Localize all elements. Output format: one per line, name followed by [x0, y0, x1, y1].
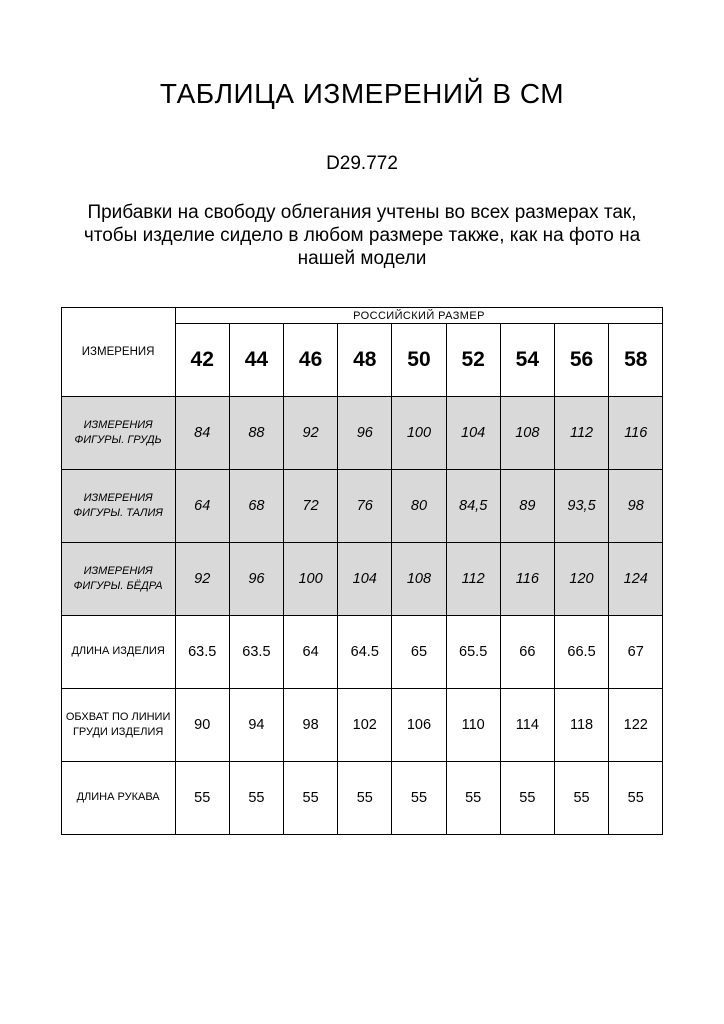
value-cell: 88: [229, 397, 283, 470]
table-row: [61, 762, 663, 835]
value-cell: 98: [284, 689, 338, 762]
size-header-48: 48: [338, 324, 392, 397]
value-cell: 65: [392, 616, 446, 689]
value-cell: 100: [284, 543, 338, 616]
value-cell: 64: [175, 470, 229, 543]
fit-note: Прибавки на свободу облегания учтены во всех размерах так, чтобы изделие сидело в любом размере также, как на фото на нашей модели: [83, 202, 641, 269]
value-cell: 116: [609, 397, 663, 470]
table-row: [61, 397, 663, 470]
value-cell: 108: [392, 543, 446, 616]
table-row: [61, 543, 663, 616]
value-cell: 84: [175, 397, 229, 470]
value-cell: 63.5: [229, 616, 283, 689]
value-cell: 68: [229, 470, 283, 543]
row-label: ИЗМЕРЕНИЯ ФИГУРЫ. БЁДРА: [61, 543, 175, 616]
value-cell: 72: [284, 470, 338, 543]
value-cell: 116: [500, 543, 554, 616]
size-header-58: 58: [609, 324, 663, 397]
value-cell: 65.5: [446, 616, 500, 689]
value-cell: 66: [500, 616, 554, 689]
row-label: ДЛИНА ИЗДЕЛИЯ: [61, 616, 175, 689]
value-cell: 110: [446, 689, 500, 762]
size-header-50: 50: [392, 324, 446, 397]
value-cell: 89: [500, 470, 554, 543]
value-cell: 80: [392, 470, 446, 543]
row-label: ОБХВАТ ПО ЛИНИИ ГРУДИ ИЗДЕЛИЯ: [61, 689, 175, 762]
measurements-header-cell: ИЗМЕРЕНИЯ: [61, 308, 175, 397]
size-header-42: 42: [175, 324, 229, 397]
value-cell: 108: [500, 397, 554, 470]
value-cell: 55: [554, 762, 608, 835]
value-cell: 55: [175, 762, 229, 835]
measurements-table: [61, 307, 664, 835]
value-cell: 96: [229, 543, 283, 616]
page-title: ТАБЛИЦА ИЗМЕРЕНИЙ В СМ: [159, 78, 565, 109]
value-cell: 84,5: [446, 470, 500, 543]
value-cell: 55: [392, 762, 446, 835]
value-cell: 90: [175, 689, 229, 762]
value-cell: 55: [284, 762, 338, 835]
row-label: ИЗМЕРЕНИЯ ФИГУРЫ. ТАЛИЯ: [61, 470, 175, 543]
value-cell: 118: [554, 689, 608, 762]
value-cell: 76: [338, 470, 392, 543]
size-header-52: 52: [446, 324, 500, 397]
size-group-header-row: [61, 308, 663, 324]
product-code: D29.772: [326, 153, 398, 174]
size-header-44: 44: [229, 324, 283, 397]
value-cell: 122: [609, 689, 663, 762]
table-row: [61, 470, 663, 543]
value-cell: 64.5: [338, 616, 392, 689]
row-label: ИЗМЕРЕНИЯ ФИГУРЫ. ГРУДЬ: [61, 397, 175, 470]
value-cell: 55: [446, 762, 500, 835]
value-cell: 112: [554, 397, 608, 470]
size-header-54: 54: [500, 324, 554, 397]
value-cell: 55: [500, 762, 554, 835]
value-cell: 120: [554, 543, 608, 616]
value-cell: 63.5: [175, 616, 229, 689]
value-cell: 124: [609, 543, 663, 616]
size-header-46: 46: [284, 324, 338, 397]
value-cell: 114: [500, 689, 554, 762]
value-cell: 93,5: [554, 470, 608, 543]
value-cell: 67: [609, 616, 663, 689]
value-cell: 55: [609, 762, 663, 835]
value-cell: 92: [284, 397, 338, 470]
value-cell: 96: [338, 397, 392, 470]
value-cell: 104: [338, 543, 392, 616]
value-cell: 55: [338, 762, 392, 835]
table-row: [61, 616, 663, 689]
size-header-56: 56: [554, 324, 608, 397]
table-row: [61, 689, 663, 762]
value-cell: 98: [609, 470, 663, 543]
value-cell: 92: [175, 543, 229, 616]
russian-size-header-cell: РОССИЙСКИЙ РАЗМЕР: [175, 308, 663, 324]
row-label: ДЛИНА РУКАВА: [61, 762, 175, 835]
value-cell: 112: [446, 543, 500, 616]
value-cell: 66.5: [554, 616, 608, 689]
value-cell: 100: [392, 397, 446, 470]
value-cell: 94: [229, 689, 283, 762]
value-cell: 106: [392, 689, 446, 762]
value-cell: 104: [446, 397, 500, 470]
value-cell: 55: [229, 762, 283, 835]
value-cell: 102: [338, 689, 392, 762]
value-cell: 64: [284, 616, 338, 689]
